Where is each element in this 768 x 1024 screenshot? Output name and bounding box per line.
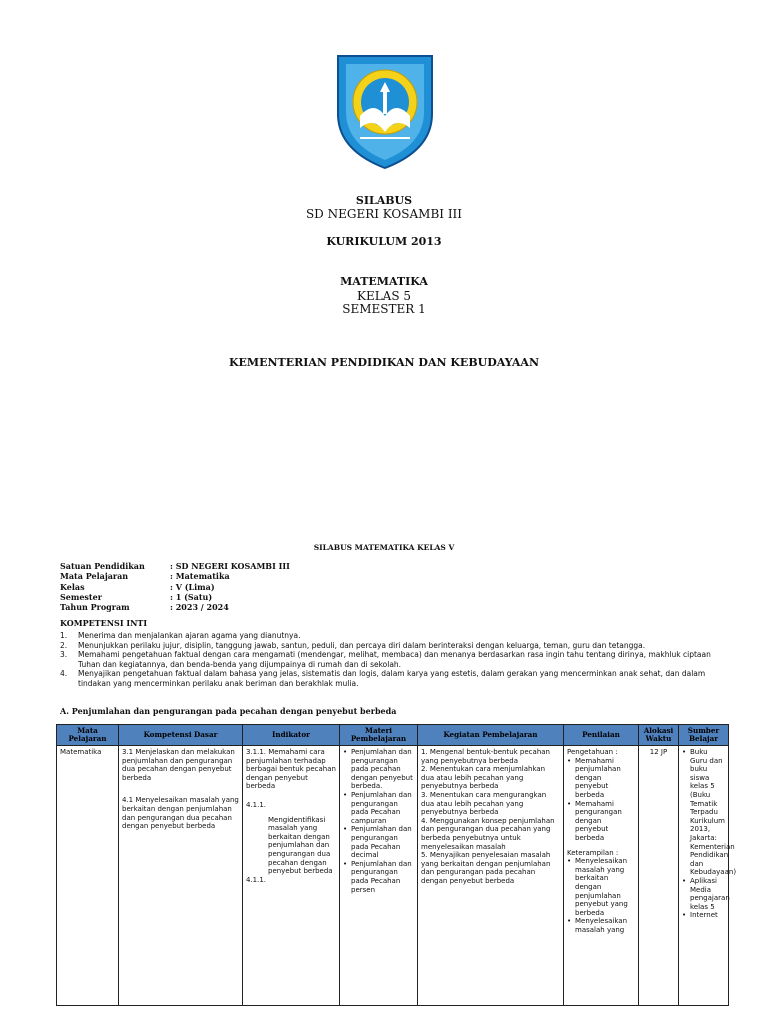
kegiatan-item: 1. Mengenal bentuk-bentuk pecahan yang penyebutnya berbeda [421, 748, 550, 765]
indikator-item: 3.1.1. Memahami cara penjumlahan terhadap berbagai bentuk pecahan dengan penyebut berbeda [246, 748, 336, 791]
ki-number: 4. [60, 669, 68, 678]
table-row [57, 746, 729, 1006]
materi-item: • Penjumlahan dan pengurangan pada Pecahan decimal [343, 825, 414, 859]
kegiatan-item: 5. Menyajikan penyelesaian masalah yang berkaitan dengan penjumlahan dan pengurangan pada pecahan dengan penyebut berbeda [421, 851, 551, 885]
header-alokasi: Alokasi Waktu [639, 725, 679, 746]
ki-text: Menerima dan menjalankan ajaran agama yang dianutnya. [78, 631, 301, 640]
ki-item [60, 631, 720, 641]
ki-text: Menyajikan pengetahuan faktual dalam bahasa yang jelas, sistematis dan logis, dalam karya yang estetis, dalam gerakan yang mencerminkan anak sehat, dan dalam tindakan yang mencerminkan perilaku anak beriman dan berakhlak mulia. [78, 669, 706, 688]
cover-curriculum: KURIKULUM 2013 [326, 235, 442, 248]
kd-item: 3.1 Menjelaskan dan melakukan penjumlahan dan pengurangan dua pecahan dengan penyebut berbeda [122, 748, 235, 782]
ki-number: 2. [60, 640, 68, 650]
cover-grade: KELAS 5 [356, 289, 412, 303]
penilaian-item: • Menyelesaikan masalah yang [567, 917, 635, 934]
kegiatan-item: 2. Menentukan cara menjumlahkan dua atau lebih pecahan yang penyebutnya berbeda [421, 765, 546, 791]
syllabus-table [56, 724, 737, 1006]
indikator-item: Mengidentifikasi masalah yang berkaitan dengan penjumlahan dan pengurangan dua pecahan dengan penyebut berbeda [268, 815, 333, 876]
cell-materi [340, 746, 418, 1006]
kegiatan-item: 3. Menentukan cara mengurangkan dua atau lebih pecahan yang penyebutnya berbeda [421, 790, 547, 817]
cell-kegiatan [418, 746, 564, 1006]
kegiatan-item: 4. Menggunakan konsep penjumlahan dan pengurangan dua pecahan yang berbeda penyebutnya untuk menyelesaikan masalah [421, 816, 555, 851]
ki-heading: KOMPETENSI INTI [60, 618, 148, 628]
ki-number: 1. [60, 631, 68, 640]
info-value: : Matematika [170, 571, 230, 581]
cell-mapel: Matematika [57, 746, 119, 1006]
penilaian-heading: Pengetahuan : [567, 748, 618, 756]
header-penilaian: Penilaian [564, 725, 639, 746]
section-a-heading: A. Penjumlahan dan pengurangan pada pecahan dengan penyebut berbeda [60, 706, 397, 716]
header-sumber: Sumber Belajar [679, 725, 729, 746]
penilaian-item: • Memahami penjumlahan dengan penyebut berbeda [567, 757, 635, 800]
info-label: Semester [60, 592, 102, 602]
info-value: : 1 (Satu) [170, 592, 213, 602]
penilaian-item: • Menyelesaikan masalah yang berkaitan dengan penjumlahan penyebut yang berbeda [567, 857, 635, 917]
table-header-row [57, 725, 729, 746]
header-indikator: Indikator [243, 725, 340, 746]
ki-item [60, 650, 720, 669]
header-kegiatan: Kegiatan Pembelajaran [418, 725, 564, 746]
materi-item: • Penjumlahan dan pengurangan pada pecahan dengan penyebut berbeda. [343, 748, 414, 791]
info-label: Kelas [60, 582, 85, 592]
cell-indikator [243, 746, 340, 1006]
materi-item: • Penjumlahan dan pengurangan pada Pecahan campuran [343, 791, 414, 825]
kd-item: 4.1 Menyelesaikan masalah yang berkaitan dengan penjumlahan dan pengurangan dua pecahan dengan penyebut berbeda [122, 796, 239, 831]
penilaian-heading: Keterampilan : [567, 848, 619, 857]
cell-penilaian [564, 746, 639, 1006]
cell-sumber [679, 746, 737, 1006]
info-label: Mata Pelajaran [60, 571, 129, 581]
cover-title: SILABUS [355, 194, 413, 207]
materi-item: • Penjumlahan dan pengurangan pada Pecahan persen [343, 860, 414, 894]
cover-subject: MATEMATIKA [340, 275, 428, 288]
cell-alokasi: 12 JP [639, 746, 679, 1006]
ki-list [60, 631, 720, 688]
header-mata-pelajaran: Mata Pelajaran [57, 725, 119, 746]
tut-wuri-handayani-logo [330, 52, 440, 170]
header-kompetensi-dasar: Kompetensi Dasar [119, 725, 243, 746]
header-materi: Materi Pembelajaran [340, 725, 418, 746]
info-value: : V (Lima) [170, 582, 215, 592]
indikator-item: 4.1.1. [246, 875, 267, 884]
info-label: Satuan Pendidikan [60, 561, 145, 571]
penilaian-item: • Memahami pengurangan dengan penyebut berbeda [567, 800, 635, 843]
ki-item [60, 669, 720, 688]
sumber-item: • Buku Guru dan buku siswa kelas 5 (Buku Tematik Terpadu Kurikulum 2013, Jakarta: Kementerian Pendidikan dan Kebudayaan) [682, 748, 725, 877]
cover-ministry: KEMENTERIAN PENDIDIKAN DAN KEBUDAYAAN [228, 356, 540, 369]
indikator-item: 4.1.1. [246, 800, 267, 809]
info-label: Tahun Program [60, 602, 130, 612]
ki-text: Menunjukkan perilaku jujur, disiplin, tanggung jawab, santun, peduli, dan percaya diri dalam berinteraksi dengan keluarga, teman, guru dan tetangga. [78, 640, 646, 650]
ki-item [60, 641, 720, 651]
sumber-item: • Internet [682, 911, 725, 920]
identity-block [0, 561, 768, 613]
ki-number: 3. [60, 650, 68, 659]
ki-text: Memahami pengetahuan faktual dengan cara mengamati (mendengar, melihat, membaca) dan menanya berdasarkan rasa ingin tahu tentang dirinya, makhluk ciptaan Tuhan dan kegiatannya, dan benda-benda yang dijumpainya di rumah dan di sekolah. [78, 650, 711, 669]
document-title: SILABUS MATEMATIKA KELAS V [313, 543, 455, 552]
cover-school: SD NEGERI KOSAMBI III [305, 207, 463, 221]
sumber-item: • Aplikasi Media pengajaran kelas 5 [682, 877, 725, 911]
cell-kompetensi-dasar [119, 746, 243, 1006]
info-value: : SD NEGERI KOSAMBI III [170, 561, 290, 571]
info-value: : 2023 / 2024 [170, 602, 229, 612]
cover-semester: SEMESTER 1 [342, 302, 426, 316]
